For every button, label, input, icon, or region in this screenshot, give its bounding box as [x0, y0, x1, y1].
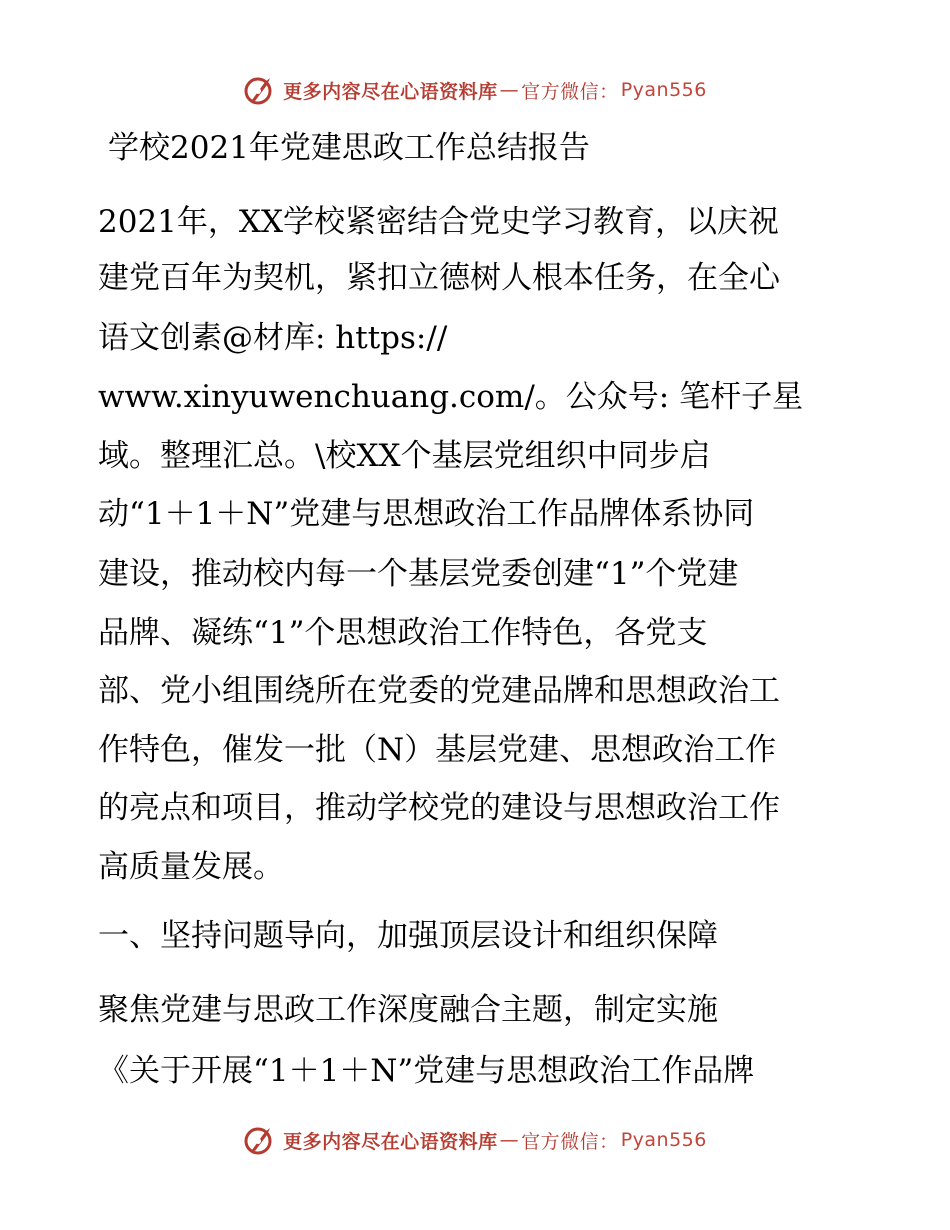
body-line: 域。整理汇总。\校XX个基层党组织中同步启	[98, 438, 711, 474]
banner-dash: —	[499, 79, 520, 101]
body-line: 动“1＋1＋N”党建与思想政治工作品牌体系协同	[98, 496, 755, 532]
body-line: 部、党小组围绕所在党委的党建品牌和思想政治工	[98, 673, 780, 709]
body-line: 聚焦党建与思政工作深度融合主题，制定实施	[98, 992, 718, 1028]
body-line: 的亮点和项目，推动学校党的建设与思想政治工作	[98, 790, 780, 826]
banner-slogan: 更多内容尽在心语资料库	[283, 1130, 498, 1153]
banner-dash: —	[499, 1129, 520, 1151]
banner-wechat-id: Pyan556	[620, 1129, 707, 1151]
body-line: 品牌、凝练“1”个思想政治工作特色，各党支	[98, 615, 708, 651]
body-line: 《关于开展“1＋1＋N”党建与思想政治工作品牌	[98, 1053, 755, 1089]
body-line: 建设，推动校内每一个基层党委创建“1”个党建	[98, 556, 739, 592]
banner-wechat-id: Pyan556	[620, 79, 707, 101]
quill-logo-icon	[243, 1123, 277, 1157]
body-line: www.xinyuwenchuang.com/。公众号: 笔杆子星	[98, 379, 804, 415]
footer-banner	[0, 1120, 950, 1160]
body-line: 2021年，XX学校紧密结合党史学习教育，以庆祝	[98, 204, 780, 240]
banner-contact-label: 官方微信：	[521, 1130, 619, 1153]
body-line: 语文创素@材库: https://	[98, 320, 448, 356]
body-line: 作特色，催发一批（N）基层党建、思想政治工作	[98, 732, 777, 768]
document-title: 学校2021年党建思政工作总结报告	[108, 130, 590, 166]
banner-slogan: 更多内容尽在心语资料库	[283, 80, 498, 103]
header-banner	[0, 70, 950, 110]
body-line: 建党百年为契机，紧扣立德树人根本任务，在全心	[98, 260, 780, 296]
banner-contact-label: 官方微信：	[521, 80, 619, 103]
quill-logo-icon	[243, 73, 277, 107]
section-heading: 一、坚持问题导向，加强顶层设计和组织保障	[98, 918, 718, 954]
body-line: 高质量发展。	[98, 849, 284, 885]
